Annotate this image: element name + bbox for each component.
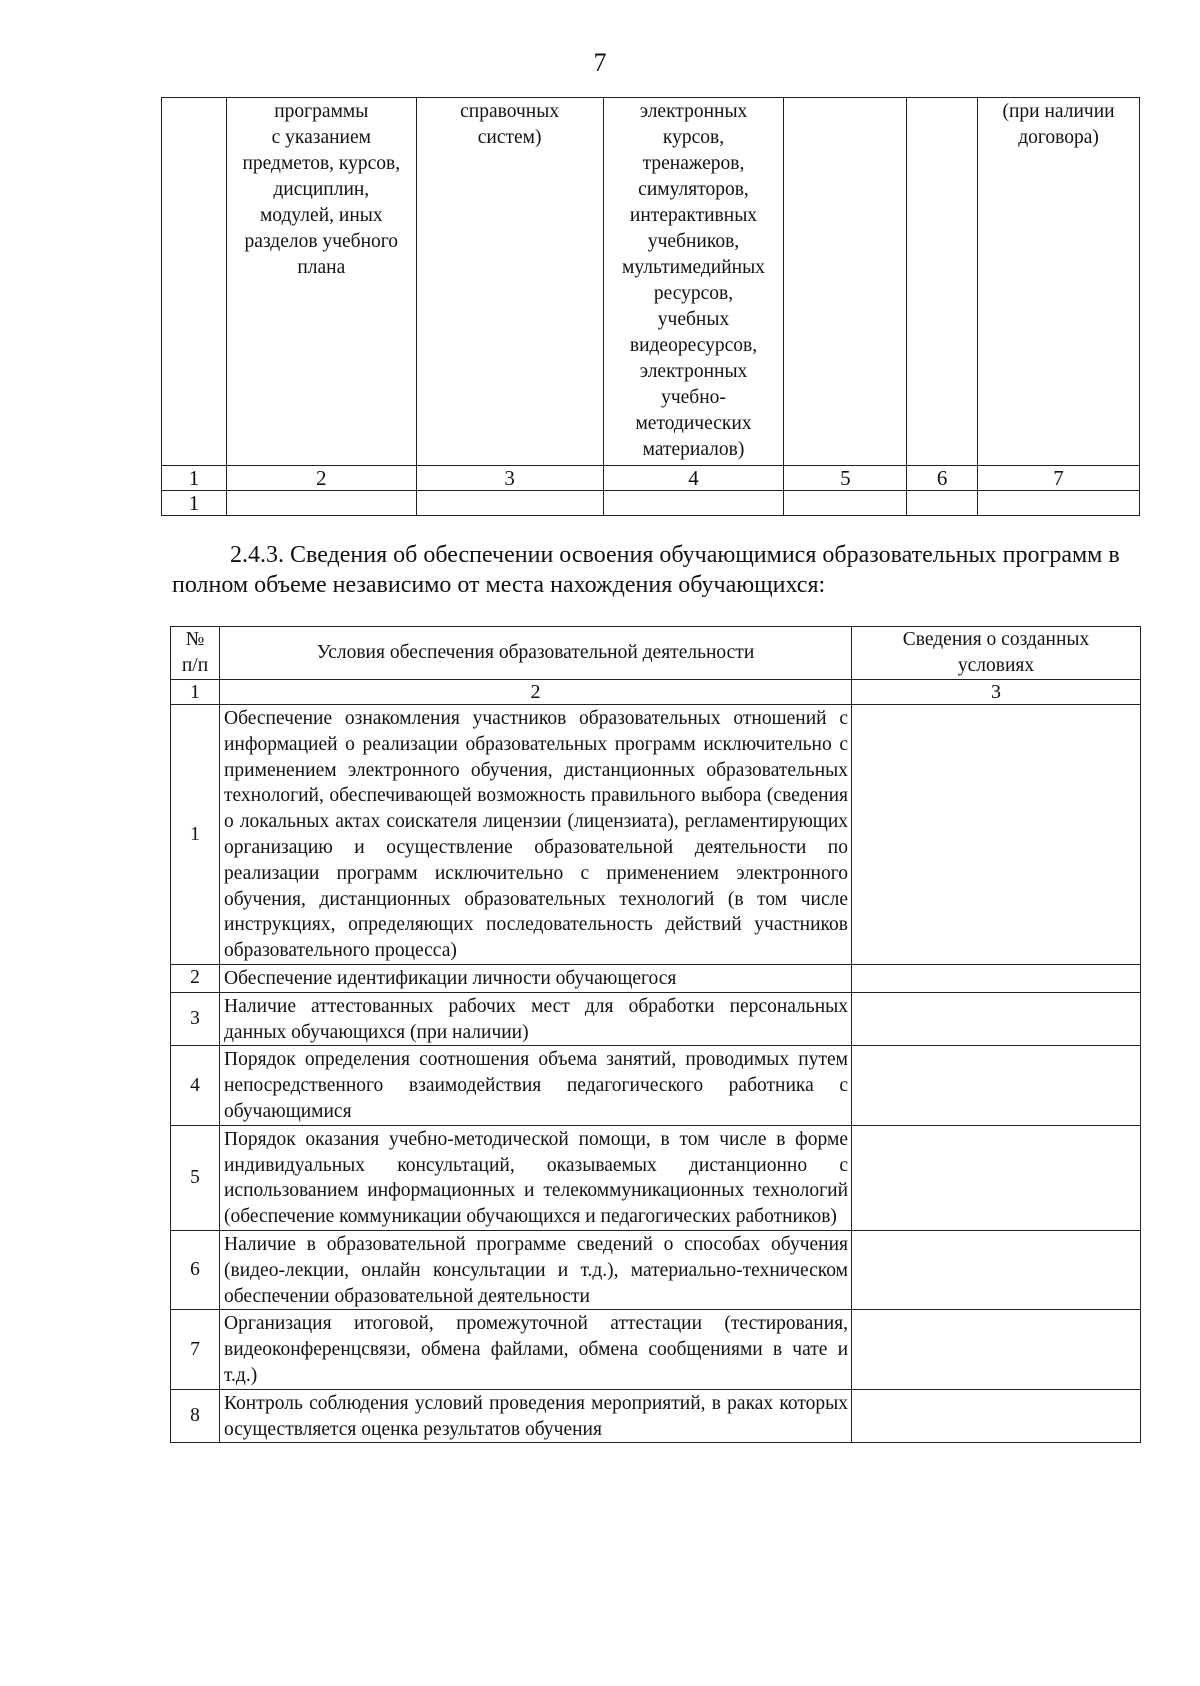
table-row bbox=[171, 1125, 1141, 1230]
row-conditions bbox=[220, 964, 852, 992]
header-info-text: Сведения о созданных условиях bbox=[902, 629, 1090, 676]
row-number: 6 bbox=[171, 1230, 220, 1309]
column-number: 6 bbox=[907, 466, 978, 491]
continuation-table bbox=[161, 97, 1140, 516]
table-cell bbox=[416, 491, 603, 516]
table1-header-row bbox=[162, 98, 1140, 466]
conditions-table bbox=[170, 626, 1141, 1443]
row-number: 2 bbox=[171, 964, 220, 992]
row-info bbox=[852, 705, 1141, 965]
table1-header-cell bbox=[416, 98, 603, 466]
table-row bbox=[171, 964, 1141, 992]
table-row bbox=[171, 705, 1141, 965]
table-cell bbox=[226, 491, 416, 516]
cell-text: программы с указанием предметов, курсов, дисциплин, модулей, иных разделов учебного плана bbox=[242, 101, 401, 278]
row-info bbox=[852, 1310, 1141, 1389]
column-number: 3 bbox=[852, 680, 1141, 705]
row-info bbox=[852, 1046, 1141, 1125]
table-row bbox=[171, 1310, 1141, 1389]
row-number: 1 bbox=[162, 491, 227, 516]
table-cell bbox=[784, 491, 907, 516]
table-row bbox=[162, 491, 1140, 516]
table-row bbox=[171, 1389, 1141, 1443]
row-conditions-text: Обеспечение идентификации личности обучающегося bbox=[224, 967, 677, 989]
row-info bbox=[852, 992, 1141, 1046]
row-conditions-text: Порядок определения соотношения объема занятий, проводимых путем непосредственного взаимодействия педагогического работника с обучающимися bbox=[224, 1049, 848, 1122]
row-conditions-text: Наличие аттестованных рабочих мест для обработки персональных данных обучающихся (при наличии) bbox=[224, 995, 848, 1043]
table1-column-number-row bbox=[162, 466, 1140, 491]
row-conditions bbox=[220, 1125, 852, 1230]
row-conditions-text: Организация итоговой, промежуточной аттестации (тестирования, видеоконференцсвязи, обмена файлами, обмена сообщениями в чате и т.д.) bbox=[224, 1313, 848, 1386]
table2-header-row bbox=[171, 627, 1141, 680]
table1-header-cell bbox=[603, 98, 784, 466]
row-info bbox=[852, 1230, 1141, 1309]
cell-text: (при наличии договора) bbox=[1002, 101, 1115, 148]
cell-text: справочных систем) bbox=[460, 101, 560, 148]
table1-header-cell bbox=[784, 98, 907, 466]
row-number: 5 bbox=[171, 1125, 220, 1230]
row-conditions bbox=[220, 705, 852, 965]
row-number: 7 bbox=[171, 1310, 220, 1389]
header-num bbox=[171, 627, 220, 680]
column-number: 4 bbox=[603, 466, 784, 491]
header-conditions-text: Условия обеспечения образовательной деятельности bbox=[316, 642, 755, 664]
table1-header-cell bbox=[907, 98, 978, 466]
column-number: 1 bbox=[171, 680, 220, 705]
row-number: 3 bbox=[171, 992, 220, 1046]
table-row bbox=[171, 1046, 1141, 1125]
table2-column-number-row bbox=[171, 680, 1141, 705]
row-conditions-text: Контроль соблюдения условий проведения мероприятий, в раках которых осуществляется оценка результатов обучения bbox=[224, 1392, 848, 1440]
row-info bbox=[852, 1389, 1141, 1443]
header-num-text: № п/п bbox=[181, 629, 209, 676]
table-cell bbox=[603, 491, 784, 516]
row-info bbox=[852, 964, 1141, 992]
row-conditions bbox=[220, 1046, 852, 1125]
row-number: 1 bbox=[171, 705, 220, 965]
row-number: 4 bbox=[171, 1046, 220, 1125]
table1-header-cell bbox=[226, 98, 416, 466]
header-info bbox=[852, 627, 1141, 680]
column-number: 3 bbox=[416, 466, 603, 491]
table-cell bbox=[907, 491, 978, 516]
cell-text: электронных курсов, тренажеров, симуляторов, интерактивных учебников, мультимедийных ресурсов, учебных видеоресурсов, электронных учебно- методических материалов) bbox=[622, 101, 765, 460]
column-number: 2 bbox=[226, 466, 416, 491]
row-conditions-text: Порядок оказания учебно-методической помощи, в том числе в форме индивидуальных консультаций, оказываемых дистанционно с использованием информационных и телекоммуникационных технологий (обеспечение коммуникации обучающихся и педагогических работников) bbox=[224, 1128, 848, 1228]
header-conditions bbox=[220, 627, 852, 680]
row-info bbox=[852, 1125, 1141, 1230]
row-conditions bbox=[220, 1389, 852, 1443]
table1-header-cell bbox=[978, 98, 1140, 466]
column-number: 7 bbox=[978, 466, 1140, 491]
row-conditions-text: Обеспечение ознакомления участников образовательных отношений с информацией о реализации образовательных программ исключительно с применением электронного обучения, дистанционных образовательных технологий, обеспечивающей возможность правильного выбора (сведения о локальных актах соискателя лицензии (лицензиата), регламентирующих организацию и осуществление образовательной деятельности по реализации программ исключительно с применением электронного обучения, дистанционных образовательных технологий (в том числе инструкциях, определяющих последовательность действий участников образовательного процесса) bbox=[224, 708, 848, 962]
column-number: 1 bbox=[162, 466, 227, 491]
column-number: 2 bbox=[220, 680, 852, 705]
row-conditions-text: Наличие в образовательной программе сведений о способах обучения (видео-лекции, онлайн консультации и т.д.), материально-техническом обеспечении образовательной деятельности bbox=[224, 1233, 848, 1307]
table-cell bbox=[978, 491, 1140, 516]
row-number: 8 bbox=[171, 1389, 220, 1443]
table-row bbox=[171, 1230, 1141, 1309]
table1-header-cell bbox=[162, 98, 227, 466]
table-row bbox=[171, 992, 1141, 1046]
column-number: 5 bbox=[784, 466, 907, 491]
row-conditions bbox=[220, 992, 852, 1046]
row-conditions bbox=[220, 1230, 852, 1309]
row-conditions bbox=[220, 1310, 852, 1389]
section-heading: 2.4.3. Сведения об обеспечении освоения обучающимися образовательных программ в полном объеме независимо от места нахождения обучающихся: bbox=[172, 542, 1120, 598]
page-number: 7 bbox=[593, 48, 607, 77]
